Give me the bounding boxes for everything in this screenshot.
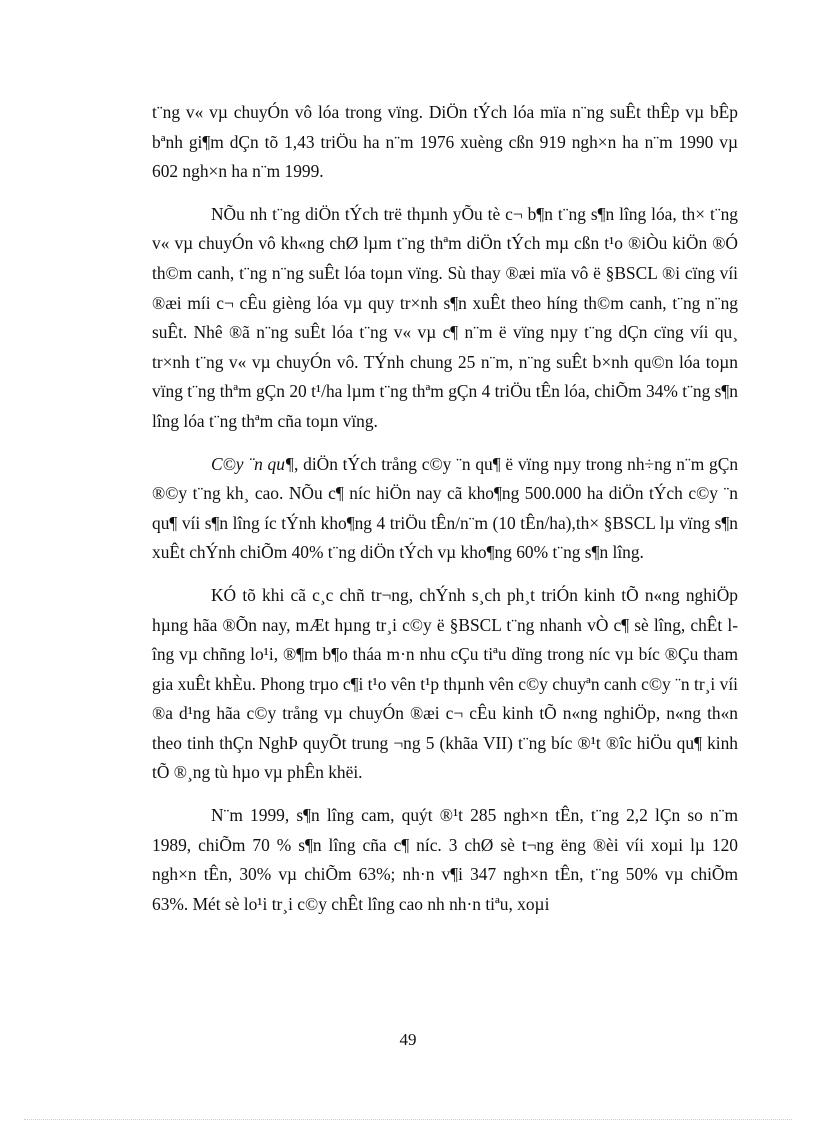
page-number: 49: [399, 1030, 417, 1049]
paragraph-3: [152, 450, 738, 568]
page-bottom-divider: [24, 1119, 792, 1120]
paragraph-1: t¨ng v« vµ chuyÓn vô lóa trong vïng. DiÖn tÝch lóa mïa n¨ng suÊt thÊp vµ bÊp bªnh gi¶m dÇn tõ 1,43 triÖu ha n¨m 1976 xuèng cßn 919 ngh×n ha n¨m 1990 vµ 602 ngh×n ha n¨m 1999.: [152, 102, 738, 182]
document-body: [152, 98, 738, 919]
paragraph-3-lead: C©y ¨n qu¶: [211, 453, 295, 474]
paragraph-2: NÕu nh t¨ng diÖn tÝch trë thµnh yÕu tè c¬ b¶n t¨ng s¶n lîng lóa, th× t¨ng v« vµ chuyÓn vô kh«ng chØ lµm t¨ng thªm diÖn tÝch mµ cßn t¹o ®iÒu kiÖn ®Ó th©m canh, t¨ng n¨ng suÊt lóa toµn vïng. Sù thay ®æi mïa vô ë §BSCL ®i cïng víi ®æi míi c¬ cÊu gièng lóa vµ quy tr×nh s¶n xuÊt theo híng th©m canh, t¨ng n¨ng suÊt. Nhê ®ã n¨ng suÊt lóa t¨ng v« vµ c¶ n¨m ë vïng nµy t¨ng dÇn cïng víi qu¸ tr×nh t¨ng v« vµ chuyÓn vô. TÝnh chung 25 n¨m, n¨ng suÊt b×nh qu©n lóa toµn vïng t¨ng thªm gÇn 20 t¹/ha lµm t¨ng thªm gÇn 4 triÖu tÊn lóa, chiÕm 34% t¨ng s¶n lîng lóa t¨ng thªm cña toµn vïng.: [152, 203, 738, 431]
paragraph-5: N¨m 1999, s¶n lîng cam, quýt ®¹t 285 ngh×n tÊn, t¨ng 2,2 lÇn so n¨m 1989, chiÕm 70 % s¶n lîng cña c¶ níc. 3 chØ sè t¬ng ëng ®èi víi xoµi lµ 120 ngh×n tÊn, 30% vµ chiÕm 63%; nh·n v¶i 347 ngh×n tÊn, t¨ng 50% vµ chiÕm 63%. Mét sè lo¹i tr¸i c©y chÊt lîng cao nh nh·n tiªu, xoµi: [152, 805, 738, 914]
paragraph-4: KÓ tõ khi cã c¸c chñ tr¬ng, chÝnh s¸ch ph¸t triÓn kinh tÕ n«ng nghiÖp hµng hãa ®Õn nay, mÆt hµng tr¸i c©y ë §BSCL t¨ng nhanh vÒ c¶ sè lîng, chÊt lîng vµ chñng lo¹i, ®¶m b¶o tháa m·n nhu cÇu tiªu dïng trong níc vµ bíc ®Çu tham gia xuÊt khÈu. Phong trµo c¶i t¹o vên t¹p thµnh vên c©y chuyªn canh c©y ¨n tr¸i víi ®a d¹ng hãa c©y trång vµ chuyÓn ®æi c¬ cÊu kinh tÕ n«ng nghiÖp, n«ng th«n theo tinh thÇn NghÞ quyÕt trung ¬ng 5 (khãa VII) t¨ng bíc ®¹t ®îc hiÖu qu¶ kinh tÕ ®¸ng tù hµo vµ phÊn khëi.: [152, 584, 738, 783]
paragraph-3-text: , diÖn tÝch trång c©y ¨n qu¶ ë vïng nµy trong nh÷ng n¨m gÇn ®©y t¨ng kh¸ cao. NÕu c¶ níc hiÖn nay cã kho¶ng 500.000 ha diÖn tÝch c©y ¨n qu¶ víi s¶n lîng íc tÝnh kho¶ng 4 triÖu tÊn/n¨m (10 tÊn/ha),th× §BSCL lµ vïng s¶n xuÊt chÝnh chiÕm 40% t¨ng diÖn tÝch vµ kho¶ng 60% t¨ng s¶n lîng.: [152, 453, 739, 563]
